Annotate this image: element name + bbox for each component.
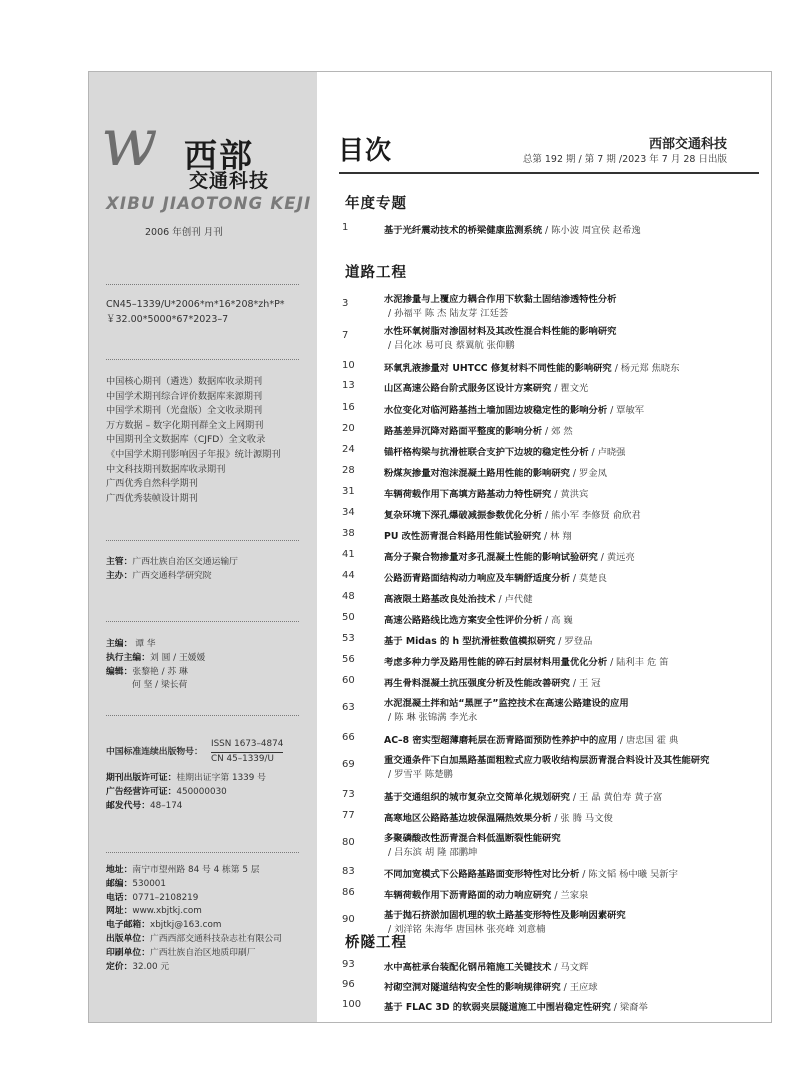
code-line: ￥32.00*5000*67*2023–7 xyxy=(106,314,229,325)
database-item: 广西优秀装帧设计期刊 xyxy=(106,492,198,504)
article-title: 衬砌空洞对隧道结构安全性的影响规律研究 / 王应球 xyxy=(384,982,598,993)
sponsor-value: 广西壮族自治区交通运输厅 xyxy=(132,557,238,567)
database-item: 万方数据 – 数字化期刊群全文上网期刊 xyxy=(106,419,264,431)
sponsor-label: 主管： xyxy=(106,557,133,567)
logo-cn-line2: 交通科技 xyxy=(189,170,270,192)
article-title: 基于 Midas 的 h 型抗滑桩数值模拟研究 / 罗登品 xyxy=(384,636,593,647)
founded-info: 2006 年创刊 月刊 xyxy=(145,227,223,238)
article-title: 高寒地区公路路基边坡保温隔热效果分析 / 张 腾 马文俊 xyxy=(384,813,613,824)
page-number: 7 xyxy=(342,330,349,341)
page-number: 16 xyxy=(342,402,355,413)
article-authors: / 陈 琳 张锦满 李光永 xyxy=(388,712,478,723)
page-title: 目次 xyxy=(338,136,393,166)
section-heading: 桥隧工程 xyxy=(345,935,407,951)
database-item: 广西优秀自然科学期刊 xyxy=(106,478,198,490)
page-frame xyxy=(88,71,772,1023)
organizer-value: 广西交通科学研究院 xyxy=(132,570,212,581)
page-number: 96 xyxy=(342,979,355,990)
database-item: 《中国学术期刊影响因子年报》统计源期刊 xyxy=(106,448,281,460)
article-title: 复杂环境下深孔爆破减振参数优化分析 / 熊小军 李修贤 俞欣君 xyxy=(384,510,641,521)
permit-value: 桂期出证字第 1339 号 xyxy=(176,773,266,783)
permit-label: 期刊出版许可证： xyxy=(106,773,177,783)
article-title: 重交通条件下白加黑路基面粗粒式应力吸收结构层沥青混合料设计及其性能研究 xyxy=(384,755,710,766)
page-number: 3 xyxy=(342,298,349,309)
article-title: 基于光纤震动技术的桥梁健康监测系统 / 陈小波 周宜侯 赵希逸 xyxy=(384,225,641,236)
page-number: 44 xyxy=(342,570,355,581)
page-number: 38 xyxy=(342,528,355,539)
dotted-divider xyxy=(106,621,299,622)
editor-line: 何 坚 / 梁长荷 xyxy=(132,680,188,691)
printer: 广西壮族自治区地质印刷厂 xyxy=(150,947,256,958)
article-title: 不同加宽模式下公路路基路面变形特性对比分析 / 陈文韬 杨中曦 吴新宇 xyxy=(384,869,678,880)
article-title: 水性环氧树脂对渗固材料及其改性混合料性能的影响研究 xyxy=(384,326,617,337)
editor-label: 编辑： xyxy=(106,666,133,677)
journal-name: 西部交通科技 xyxy=(648,137,727,152)
page-number: 48 xyxy=(342,591,355,602)
article-title: 再生骨料混凝土抗压强度分析及性能改善研究 / 王 冠 xyxy=(384,678,601,689)
page-number: 31 xyxy=(342,486,355,497)
ad-permit-label: 广告经营许可证： xyxy=(106,786,177,797)
article-title: 考虑多种力学及路用性能的碎石封层材料用量优化分析 / 陆利丰 危 笛 xyxy=(384,657,669,668)
logo-en: XIBU JIAOTONG KEJI xyxy=(106,194,312,213)
permits-block xyxy=(106,772,266,813)
article-title: 基于 FLAC 3D 的软弱夹层隧道施工中围岩稳定性研究 / 梁裔举 xyxy=(384,1002,648,1013)
page-number: 60 xyxy=(342,675,355,686)
logo-letter: w xyxy=(101,104,158,181)
organizer-label: 主办： xyxy=(106,570,133,581)
article-title: 水泥掺量与上覆应力耦合作用下软黏土固结渗透特性分析 xyxy=(384,294,617,305)
email-link[interactable]: xbjtkj@163.com xyxy=(150,920,222,931)
article-title: 水泥混凝土拌和站“黑匣子”监控技术在高速公路建设的应用 xyxy=(384,698,629,709)
price: 32.00 元 xyxy=(132,961,170,972)
article-title: 水位变化对临河路基挡土墙加固边坡稳定性的影响分析 / 覃敏军 xyxy=(384,405,645,416)
article-authors: / 吕化冰 易可良 蔡翼航 张仰鹏 xyxy=(388,340,515,351)
page-number: 20 xyxy=(342,423,355,434)
page-number: 90 xyxy=(342,914,355,925)
editor-line: 张黎艳 / 苏 琳 xyxy=(132,666,188,677)
dotted-divider xyxy=(106,540,299,541)
database-item: 中国核心期刊（遴选）数据库收录期刊 xyxy=(106,376,263,387)
header-rule xyxy=(339,172,759,174)
section-heading: 年度专题 xyxy=(345,196,407,212)
page-number: 41 xyxy=(342,549,355,560)
page-number: 34 xyxy=(342,507,355,518)
page-number: 28 xyxy=(342,465,355,476)
issn-label: 中国标准连续出版物号： xyxy=(106,747,203,757)
page-number: 1 xyxy=(342,222,349,233)
page-number: 24 xyxy=(342,444,355,455)
cn-value: CN 45–1339/U xyxy=(211,754,274,764)
editors-block xyxy=(106,638,205,693)
page-number: 83 xyxy=(342,866,355,877)
article-title: 粉煤灰掺量对泡沫混凝土路用性能的影响研究 / 罗金凤 xyxy=(384,468,607,479)
article-title: 水中高桩承台装配化钢吊箱施工关键技术 / 马文辉 xyxy=(384,962,589,973)
article-title: PU 改性沥青混合料路用性能试验研究 / 林 翔 xyxy=(384,531,572,542)
article-title: 基于交通组织的城市复杂立交简单化规划研究 / 王 晶 黄伯寿 黄子富 xyxy=(384,792,663,803)
article-authors: / 罗雪平 陈楚鹏 xyxy=(388,769,453,780)
website-link[interactable]: www.xbjtkj.com xyxy=(132,906,202,917)
issue-info: 总第 192 期 / 第 7 期 /2023 年 7 月 28 日出版 xyxy=(522,154,727,165)
post-code-label: 邮发代号： xyxy=(106,800,150,811)
exec-editor: 刘 圆 / 王媛媛 xyxy=(150,652,206,663)
database-item: 中国学术期刊综合评价数据库来源期刊 xyxy=(106,390,263,402)
article-title: 路基差异沉降对路面平整度的影响分析 / 郊 然 xyxy=(384,426,573,437)
page-number: 50 xyxy=(342,612,355,623)
article-title: 公路沥青路面结构动力响应及车辆舒适度分析 / 莫楚良 xyxy=(384,573,607,584)
database-item: 中国学术期刊（光盘版）全文收录期刊 xyxy=(106,405,263,417)
phone: 0771–2108219 xyxy=(132,892,199,903)
article-title: 高液限土路基改良处治技术 / 卢代健 xyxy=(384,594,533,605)
page-number: 80 xyxy=(342,837,355,848)
toc-panel xyxy=(317,72,771,1022)
contact-block: 地址：南宁市望州路 84 号 4 栋第 5 层 邮编：530001 电话：0771–2108219 网址：www.xbjtkj.com 电子邮箱：xbjtkj@163.com 出版单位：广西西部交通科技杂志社有限公司 印刷单位：广西壮族自治区地质印刷厂 定价：32.00 元 xyxy=(106,865,282,972)
postcode: 530001 xyxy=(132,878,166,889)
page-number: 13 xyxy=(342,380,355,391)
database-item: 中国期刊全文数据库（CJFD）全文收录 xyxy=(106,434,266,446)
page-number: 10 xyxy=(342,360,355,371)
article-authors: / 刘洋铭 朱海华 唐国林 张亮峰 刘意楠 xyxy=(388,924,546,935)
masthead-panel xyxy=(89,72,317,1022)
article-title: 车辆荷载作用下高填方路基动力特性研究 / 黄洪宾 xyxy=(384,489,589,500)
page-number: 86 xyxy=(342,887,355,898)
issn-box xyxy=(211,738,283,766)
chief-editor: 谭 华 xyxy=(135,639,156,649)
chief-editor-label: 主编： xyxy=(106,639,133,649)
dotted-divider xyxy=(106,284,299,285)
page-number: 66 xyxy=(342,732,355,743)
page-number: 53 xyxy=(342,633,355,644)
page-number: 63 xyxy=(342,702,355,713)
exec-editor-label: 执行主编： xyxy=(106,652,150,663)
ad-permit-value: 450000030 xyxy=(176,786,227,797)
address: 南宁市望州路 84 号 4 栋第 5 层 xyxy=(132,865,260,875)
sponsor-block xyxy=(106,556,238,584)
publisher: 广西西部交通科技杂志社有限公司 xyxy=(150,933,282,944)
logo-cn-line1: 西部 xyxy=(184,136,254,175)
database-item: 中文科技期刊数据库收录期刊 xyxy=(106,463,226,475)
article-title: 环氧乳液掺量对 UHTCC 修复材料不同性能的影响研究 / 杨元郑 焦晓东 xyxy=(384,363,680,374)
page-number: 69 xyxy=(342,759,355,770)
code-line: CN45–1339/U*2006*m*16*208*zh*P* xyxy=(106,299,285,310)
dotted-divider xyxy=(106,852,299,853)
article-authors: / 孙福平 陈 杰 陆友芽 江廷荟 xyxy=(388,308,509,319)
dotted-divider xyxy=(106,715,299,716)
article-title: 高分子聚合物掺量对多孔混凝土性能的影响试验研究 / 黄远亮 xyxy=(384,552,635,563)
page-number: 93 xyxy=(342,959,355,970)
article-title: 车辆荷载作用下沥青路面的动力响应研究 / 兰家泉 xyxy=(384,890,589,901)
post-code-value: 48–174 xyxy=(150,800,183,811)
article-title: 基于抛石挤淤加固机理的软土路基变形特性及影响因素研究 xyxy=(384,910,626,921)
article-title: AC–8 密实型超薄磨耗层在沥青路面预防性养护中的应用 / 唐忠国 霍 典 xyxy=(384,735,679,746)
publication-codes xyxy=(106,297,285,327)
database-list xyxy=(106,375,281,506)
article-title: 高速公路路线比选方案安全性评价分析 / 高 巍 xyxy=(384,615,573,626)
article-title: 多聚磷酸改性沥青混合料低温断裂性能研究 xyxy=(384,833,561,844)
article-title: 锚杆格构梁与抗滑桩联合支护下边坡的稳定性分析 / 卢晓强 xyxy=(384,447,626,458)
article-authors: / 陈小波 周宜侯 赵希逸 xyxy=(542,225,641,236)
page-number: 100 xyxy=(342,999,362,1010)
page-number: 77 xyxy=(342,810,355,821)
dotted-divider xyxy=(106,359,299,360)
article-authors: / 吕东滨 胡 隆 邵鹏坤 xyxy=(388,847,478,858)
page-number: 56 xyxy=(342,654,355,665)
page-number: 73 xyxy=(342,789,355,800)
issn-value: ISSN 1673–4874 xyxy=(211,738,283,753)
article-title: 山区高速公路台阶式服务区设计方案研究 / 瞿文光 xyxy=(384,383,589,394)
section-heading: 道路工程 xyxy=(345,265,407,281)
